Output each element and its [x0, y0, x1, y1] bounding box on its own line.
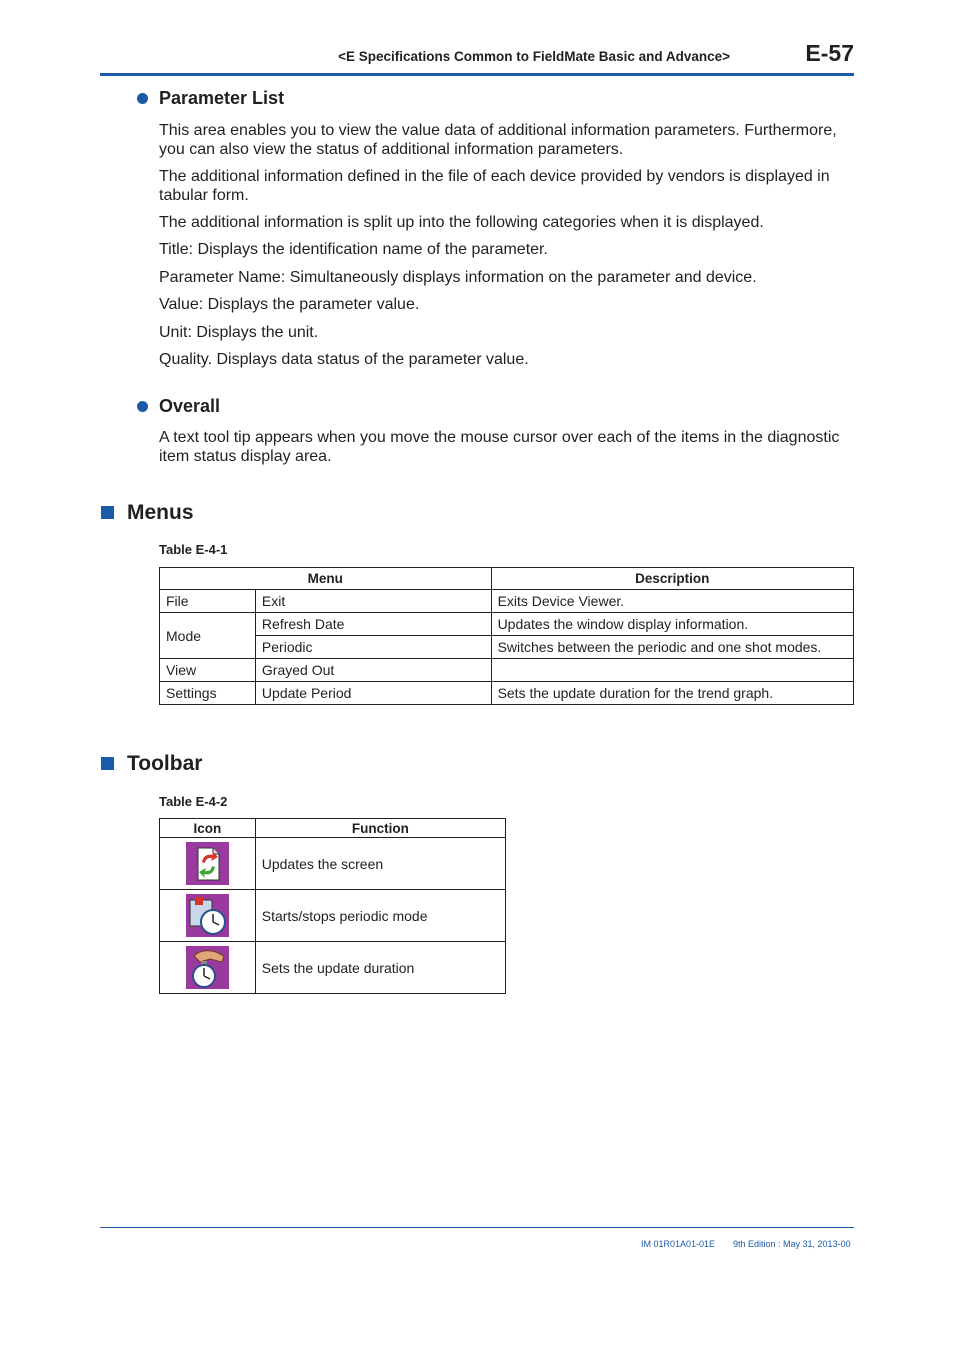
paragraph: This area enables you to view the value data of additional information parameters. Furthermore, you can also view the status of additional information parameters.	[159, 122, 837, 158]
column-header: Function	[255, 819, 505, 838]
table-caption: Table E-4-2	[159, 794, 228, 809]
description-cell: Exits Device Viewer.	[491, 590, 853, 613]
menus-table	[159, 567, 854, 705]
table-row	[160, 590, 854, 613]
square-bullet-icon	[101, 506, 114, 519]
menu-cell: File	[160, 590, 256, 613]
page-number: E-57	[805, 40, 854, 66]
function-cell: Sets the update duration	[255, 942, 505, 994]
icon-cell	[160, 890, 256, 942]
description-cell: Sets the update duration for the trend graph.	[491, 682, 853, 705]
icon-cell	[160, 942, 256, 994]
bullet-dot-icon	[137, 401, 148, 412]
description-cell: Updates the window display information.	[491, 613, 853, 636]
header-rule	[100, 73, 854, 76]
bullet-dot-icon	[137, 93, 148, 104]
menu-cell: Mode	[160, 613, 256, 659]
paragraph: The additional information defined in the file of each device provided by vendors is displayed in tabular form.	[159, 168, 830, 204]
menu-item-cell: Periodic	[255, 636, 491, 659]
column-header: Description	[491, 568, 853, 590]
paragraph: A text tool tip appears when you move the mouse cursor over each of the items in the diagnostic item status display area.	[159, 429, 840, 465]
paragraph: Value: Displays the parameter value.	[159, 296, 420, 313]
paragraph: Quality. Displays data status of the parameter value.	[159, 351, 529, 368]
table-caption: Table E-4-1	[159, 542, 228, 557]
function-cell: Starts/stops periodic mode	[255, 890, 505, 942]
square-bullet-icon	[101, 757, 114, 770]
table-row	[160, 942, 506, 994]
refresh-document-icon	[186, 842, 229, 885]
table-row	[160, 838, 506, 890]
column-header: Icon	[160, 819, 256, 838]
document-id: IM 01R01A01-01E	[641, 1239, 716, 1249]
menus-heading: Menus	[127, 501, 194, 525]
edition-info: 9th Edition : May 31, 2013-00	[733, 1239, 851, 1249]
stopwatch-hand-icon	[186, 946, 229, 989]
overall-heading: Overall	[159, 396, 220, 417]
column-header: Menu	[160, 568, 492, 590]
menu-item-cell: Refresh Date	[255, 613, 491, 636]
paragraph: Parameter Name: Simultaneously displays information on the parameter and device.	[159, 269, 757, 286]
footer-rule	[100, 1227, 854, 1228]
paragraph: The additional information is split up into the following categories when it is displayed.	[159, 214, 764, 231]
menu-item-cell: Exit	[255, 590, 491, 613]
periodic-clock-icon	[186, 894, 229, 937]
function-cell: Updates the screen	[255, 838, 505, 890]
table-header-row	[160, 819, 506, 838]
table-row	[160, 890, 506, 942]
paragraph: Unit: Displays the unit.	[159, 324, 319, 341]
parameter-list-heading: Parameter List	[159, 88, 284, 109]
paragraph: Title: Displays the identification name of the parameter.	[159, 241, 548, 258]
menu-cell: View	[160, 659, 256, 682]
running-header: <E Specifications Common to FieldMate Basic and Advance>	[338, 49, 730, 64]
description-cell: Switches between the periodic and one shot modes.	[491, 636, 853, 659]
table-row	[160, 636, 854, 659]
toolbar-table	[159, 818, 506, 994]
table-header-row	[160, 568, 854, 590]
table-row	[160, 682, 854, 705]
icon-cell	[160, 838, 256, 890]
menu-item-cell: Update Period	[255, 682, 491, 705]
toolbar-heading: Toolbar	[127, 752, 202, 776]
table-row	[160, 659, 854, 682]
description-cell	[491, 659, 853, 682]
menu-cell: Settings	[160, 682, 256, 705]
menu-item-cell: Grayed Out	[255, 659, 491, 682]
table-row	[160, 613, 854, 636]
